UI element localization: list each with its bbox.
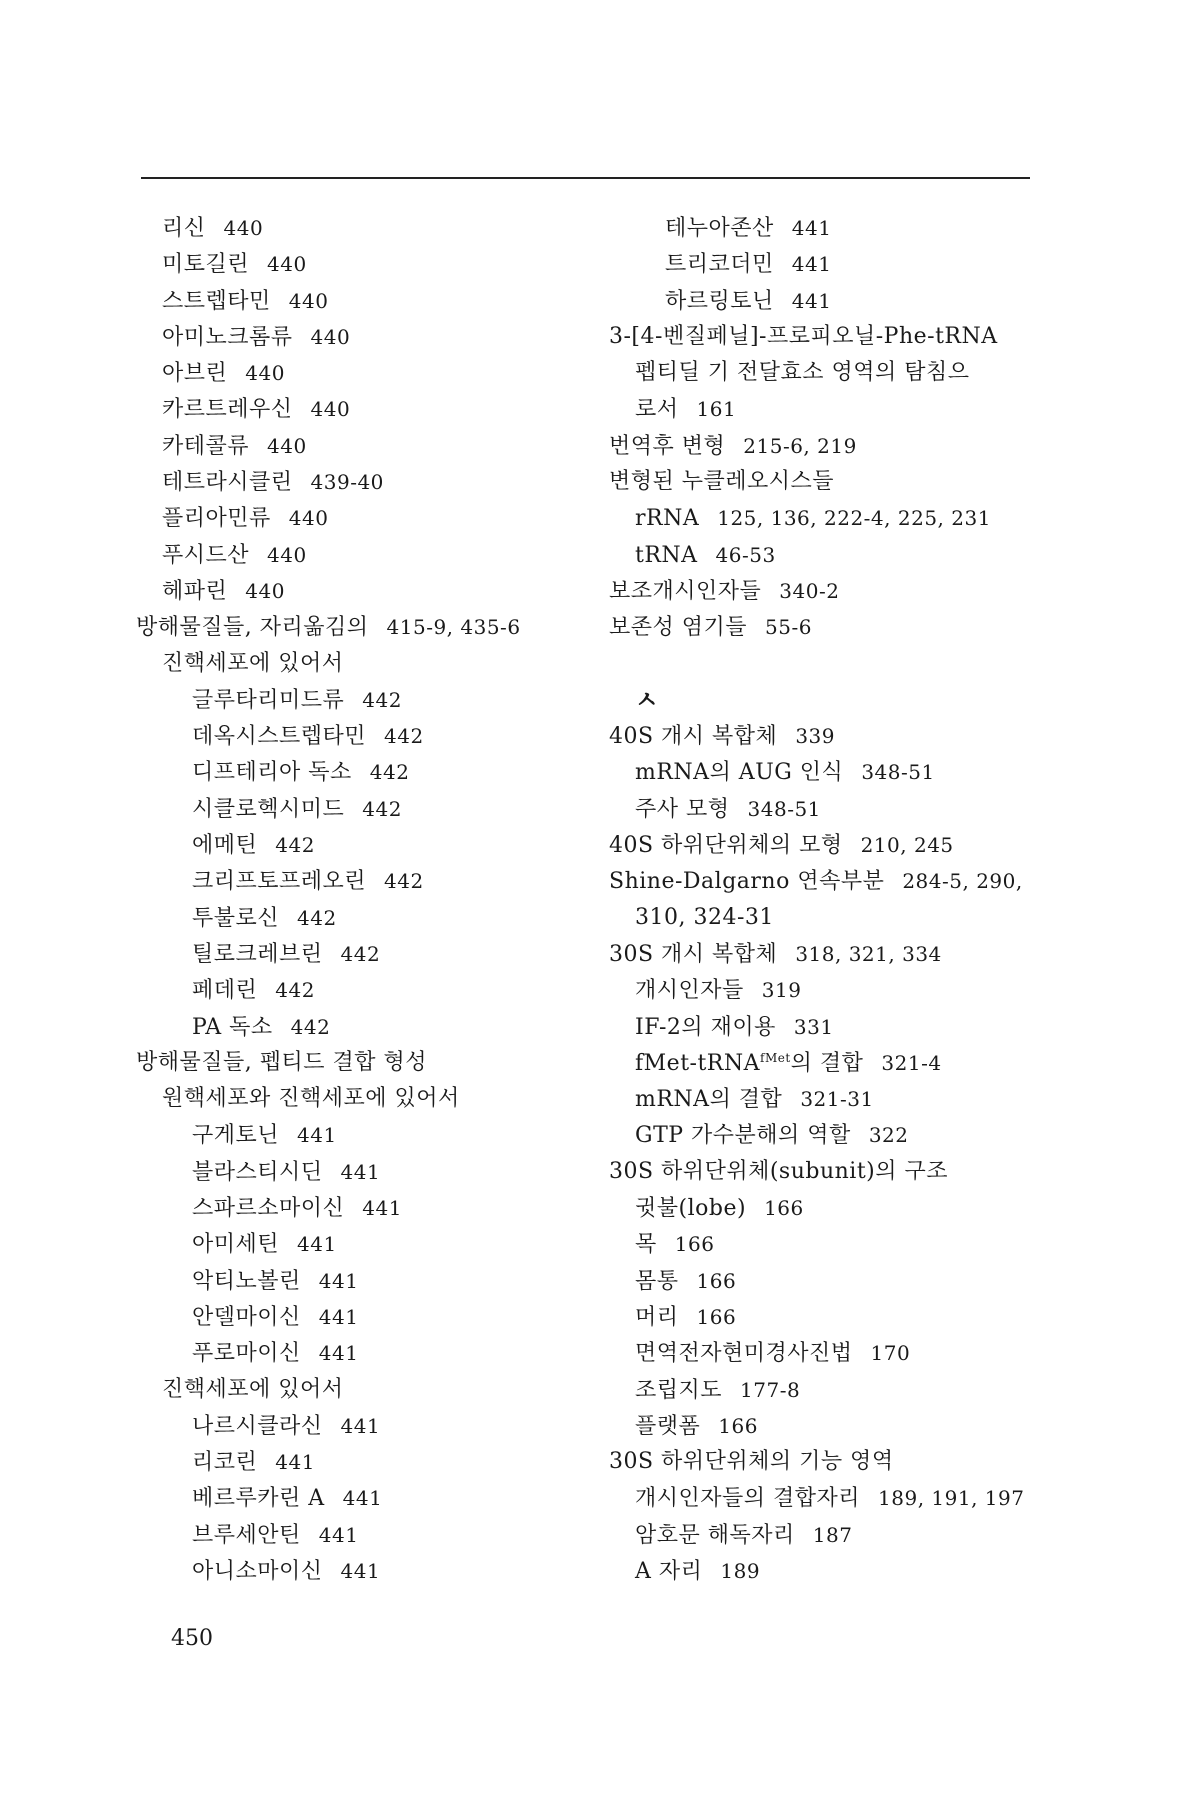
- index-entry: [136, 1045, 556, 1081]
- index-term: 리신: [162, 216, 206, 241]
- index-term: 데옥시스트렙타민: [192, 724, 367, 750]
- index-page-ref: 166: [696, 1304, 737, 1329]
- index-left-column: [136, 210, 556, 1589]
- index-entry: [136, 1408, 556, 1444]
- index-page-ref: 441: [297, 1232, 337, 1257]
- index-term: 개시인자들의 결합자리: [635, 1486, 861, 1512]
- index-term: 진핵세포에 있어서: [162, 1376, 344, 1402]
- index-page-ref: 440: [267, 433, 307, 458]
- index-page-ref: 440: [245, 361, 285, 386]
- index-entry: [609, 646, 1049, 682]
- index-page-ref: 440: [223, 216, 264, 240]
- index-page-ref: 441: [318, 1304, 359, 1329]
- index-term: 미토길린: [162, 252, 250, 278]
- index-term: 하르링토닌: [665, 288, 774, 314]
- index-page-ref: 442: [369, 760, 410, 785]
- index-page-ref: 440: [267, 542, 307, 567]
- index-entry: [136, 1081, 556, 1117]
- index-term: 30S 개시 복합체: [609, 941, 778, 967]
- index-entry: [136, 319, 556, 355]
- index-page-ref: 441: [791, 252, 832, 277]
- index-page-ref: 440: [310, 324, 351, 349]
- index-entry: [136, 1190, 556, 1226]
- index-entry: [609, 1009, 1049, 1045]
- index-entry: [136, 355, 556, 391]
- index-page-ref: 284-5, 290,: [902, 869, 1023, 894]
- index-page-ref: 321-31: [800, 1087, 874, 1112]
- index-entry: [609, 1226, 1049, 1262]
- index-term: 펩티딜 기 전달효소 영역의 탐침으: [635, 360, 970, 386]
- index-entry: [136, 428, 556, 464]
- index-page-ref: 441: [318, 1268, 359, 1293]
- index-page-ref: 441: [362, 1196, 402, 1221]
- index-term: 나르시클라신: [192, 1413, 323, 1439]
- index-term: 보존성 염기들: [609, 615, 748, 641]
- index-entry: [136, 646, 556, 682]
- page-number: 450: [171, 1626, 213, 1651]
- index-term: 로서: [635, 397, 679, 423]
- index-page-ref: 177-8: [740, 1377, 801, 1402]
- index-entry: [136, 1335, 556, 1371]
- index-entry: [609, 863, 1049, 899]
- index-term: 카르트레우신: [162, 397, 293, 423]
- index-entry: [136, 1444, 556, 1480]
- index-term: 아니소마이신: [192, 1558, 323, 1584]
- index-term: 틸로크레브린: [192, 941, 323, 967]
- index-term-superscript: fMet: [760, 1050, 791, 1065]
- index-page-ref: 166: [764, 1196, 804, 1221]
- index-entry: [136, 682, 556, 718]
- index-entry: [136, 791, 556, 827]
- index-page-ref: 331: [793, 1014, 834, 1039]
- index-page-ref: 441: [297, 1123, 337, 1148]
- index-term: 디프테리아 독소: [192, 760, 352, 786]
- index-entry: [609, 718, 1049, 754]
- index-page-ref: 415-9, 435-6: [386, 615, 521, 640]
- index-term: 개시인자들: [635, 978, 744, 1004]
- index-term: 아미노크롬류: [162, 324, 293, 350]
- index-term: 30S 하위단위체의 기능 영역: [609, 1449, 894, 1475]
- index-page-ref: 441: [318, 1341, 359, 1366]
- index-term: 브루세안틴: [192, 1522, 301, 1548]
- index-term: GTP 가수분해의 역할: [635, 1123, 851, 1149]
- index-entry: [136, 972, 556, 1008]
- index-entry: [136, 537, 556, 573]
- index-entry: [136, 464, 556, 500]
- index-term: 40S 개시 복합체: [609, 724, 778, 750]
- index-page-ref: 439-40: [310, 470, 384, 495]
- index-page-ref: 161: [696, 397, 737, 422]
- index-term: 면역전자현미경사진법: [635, 1341, 853, 1367]
- index-entry: [136, 1372, 556, 1408]
- index-term: 40S 하위단위체의 모형: [609, 833, 843, 859]
- index-term: 보조개시인자들: [609, 578, 762, 604]
- index-page-ref: 440: [267, 252, 307, 277]
- index-entry: [609, 1408, 1049, 1444]
- index-entry: [609, 573, 1049, 609]
- index-term: 주사 모형: [635, 796, 730, 822]
- index-entry: [609, 1444, 1049, 1480]
- index-term: 3-[4-벤질페닐]-프로피오닐-Phe-tRNA: [609, 323, 998, 349]
- index-term: 구게토닌: [192, 1123, 280, 1149]
- index-entry: [609, 1372, 1049, 1408]
- index-entry: [609, 210, 1049, 246]
- index-term: 크리프토프레오린: [192, 869, 367, 895]
- index-right-column: [609, 210, 1049, 1589]
- index-entry: [609, 428, 1049, 464]
- index-entry: [609, 1081, 1049, 1117]
- index-term: 테트라시클린: [162, 470, 293, 496]
- index-entry: [609, 754, 1049, 790]
- index-page-ref: 442: [290, 1014, 331, 1039]
- index-term: 원핵세포와 진핵세포에 있어서: [162, 1086, 460, 1112]
- index-page-ref: 442: [362, 796, 402, 821]
- index-page-ref: 318, 321, 334: [795, 941, 942, 966]
- index-term: 시클로헥시미드: [192, 796, 345, 822]
- index-entry: [609, 1154, 1049, 1190]
- index-term: 스트렙타민: [162, 288, 271, 314]
- index-entry: [609, 246, 1049, 282]
- index-term: 번역후 변형: [609, 433, 726, 459]
- index-page-ref: 441: [340, 1558, 381, 1583]
- index-term: 악티노볼린: [192, 1268, 301, 1294]
- index-term: ㅅ: [635, 684, 659, 714]
- index-page-ref: 189, 191, 197: [878, 1486, 1025, 1511]
- index-entry: [609, 936, 1049, 972]
- index-page-ref: 442: [275, 833, 315, 858]
- index-entry: [609, 791, 1049, 827]
- index-page-ref: 189: [720, 1558, 761, 1583]
- index-term: 몸통: [635, 1268, 679, 1294]
- index-page-ref: 441: [340, 1159, 381, 1184]
- index-entry: [136, 210, 556, 246]
- index-term: mRNA의 결합: [635, 1087, 783, 1113]
- index-entry: [136, 500, 556, 536]
- index-page-ref: 55-6: [765, 615, 812, 640]
- index-entry: [609, 827, 1049, 863]
- index-page-ref: 210, 245: [860, 833, 954, 858]
- index-entry: [609, 1480, 1049, 1516]
- index-page-ref: 440: [245, 578, 285, 603]
- index-term: 베르루카린 A: [192, 1486, 325, 1512]
- index-page-ref: 340-2: [779, 578, 840, 603]
- index-entry: [609, 1553, 1049, 1589]
- index-entry: [609, 1045, 1049, 1081]
- index-term: 변형된 누클레오시스들: [609, 469, 835, 495]
- index-term: 푸시드산: [162, 542, 250, 568]
- index-entry: [609, 1299, 1049, 1335]
- index-entry: [609, 464, 1049, 500]
- index-page-ref: 170: [870, 1341, 911, 1366]
- index-entry: [609, 391, 1049, 427]
- index-entry: [136, 391, 556, 427]
- index-page-ref: 441: [340, 1413, 381, 1438]
- index-term: 페데린: [192, 978, 258, 1004]
- index-page-ref: 166: [718, 1413, 758, 1438]
- index-page-ref: 441: [318, 1522, 359, 1547]
- index-page-ref: 442: [297, 905, 337, 930]
- index-term: 안델마이신: [192, 1304, 301, 1330]
- index-term: 조립지도: [635, 1377, 723, 1403]
- index-term-tail: 의 결합: [790, 1050, 864, 1076]
- index-term: 카테콜류: [162, 433, 250, 459]
- index-page-ref: 442: [384, 869, 424, 894]
- index-entry: [136, 573, 556, 609]
- index-entry: [609, 500, 1049, 536]
- index-entry: [609, 1117, 1049, 1153]
- index-entry: [609, 972, 1049, 1008]
- index-term: 푸로마이신: [192, 1341, 301, 1367]
- index-page-ref: 441: [791, 216, 832, 240]
- index-entry: [136, 1263, 556, 1299]
- index-entry: [609, 355, 1049, 391]
- index-term: 진핵세포에 있어서: [162, 650, 344, 676]
- index-page-ref: 441: [791, 288, 832, 313]
- index-term: 헤파린: [162, 578, 228, 604]
- index-entry: [136, 718, 556, 754]
- index-term: PA 독소: [192, 1014, 273, 1040]
- index-term: 플리아민류: [162, 506, 271, 532]
- index-page-ref: 321-4: [881, 1050, 942, 1075]
- index-page-ref: 166: [674, 1232, 715, 1257]
- index-term: 310, 324-31: [635, 904, 774, 930]
- index-page-ref: 441: [275, 1450, 315, 1475]
- index-term: 암호문 해독자리: [635, 1522, 795, 1548]
- index-entry: [609, 1263, 1049, 1299]
- index-entry: [136, 1553, 556, 1589]
- index-page-ref: 46-53: [715, 542, 776, 567]
- index-term: 방해물질들, 펩티드 결합 형성: [136, 1049, 427, 1075]
- index-entry: [609, 1517, 1049, 1553]
- index-entry: [136, 283, 556, 319]
- index-entry: [136, 863, 556, 899]
- index-entry: [136, 609, 556, 645]
- index-term: 아브린: [162, 361, 228, 387]
- index-entry: [136, 1226, 556, 1262]
- index-term: 귓불(lobe): [635, 1196, 747, 1222]
- index-page-ref: 348-51: [861, 760, 935, 785]
- index-term: Shine-Dalgarno 연속부분: [609, 869, 885, 895]
- index-page-ref: 319: [761, 978, 802, 1003]
- index-page-ref: 442: [275, 978, 315, 1003]
- index-term: 목: [635, 1232, 657, 1258]
- index-term: 트리코더민: [665, 252, 774, 278]
- index-entry: [136, 1009, 556, 1045]
- index-term: 테누아존산: [665, 216, 774, 241]
- index-term: 머리: [635, 1304, 679, 1330]
- index-term: 투불로신: [192, 905, 280, 931]
- index-term: 블라스티시딘: [192, 1159, 323, 1185]
- index-term: mRNA의 AUG 인식: [635, 760, 844, 786]
- index-entry: [609, 283, 1049, 319]
- index-entry: [136, 1117, 556, 1153]
- index-entry: [136, 1154, 556, 1190]
- index-page-ref: 125, 136, 222-4, 225, 231: [717, 506, 991, 531]
- index-term: tRNA: [635, 542, 698, 568]
- index-term: 방해물질들, 자리옮김의: [136, 615, 369, 641]
- index-entry: [136, 246, 556, 282]
- index-entry: [609, 537, 1049, 573]
- index-page-ref: 442: [340, 941, 381, 966]
- index-term: 아미세틴: [192, 1232, 280, 1258]
- index-term: 플랫폼: [635, 1413, 701, 1439]
- index-term: fMet-tRNA$^{fMet}$의 결합: [635, 1050, 864, 1076]
- index-page-ref: 339: [795, 724, 835, 749]
- index-entry: [609, 1335, 1049, 1371]
- index-entry: [136, 827, 556, 863]
- index-page-ref: 215-6, 219: [743, 433, 857, 458]
- index-page-ref: 440: [288, 506, 329, 531]
- index-page-ref: 166: [696, 1268, 737, 1293]
- index-entry: [136, 936, 556, 972]
- index-term: 30S 하위단위체(subunit)의 구조: [609, 1158, 948, 1184]
- index-page-ref: 442: [362, 687, 402, 712]
- index-page-ref: 322: [868, 1123, 909, 1148]
- index-entry: [136, 1480, 556, 1516]
- index-entry: [609, 900, 1049, 936]
- index-term: IF-2의 재이용: [635, 1014, 776, 1040]
- index-page-ref: 441: [342, 1486, 383, 1511]
- index-term: 에메틴: [192, 833, 258, 859]
- index-entry: [609, 319, 1049, 355]
- header-rule: [141, 177, 1030, 179]
- index-term: 글루타리미드류: [192, 687, 345, 713]
- index-term: 스파르소마이신: [192, 1196, 345, 1222]
- index-page-ref: 440: [310, 397, 351, 422]
- index-entry: [609, 1190, 1049, 1226]
- index-entry: [136, 900, 556, 936]
- index-page-ref: 348-51: [747, 796, 821, 821]
- index-entry: [136, 1517, 556, 1553]
- index-entry: [609, 609, 1049, 645]
- index-section-heading: [609, 682, 1049, 718]
- index-term: A 자리: [635, 1558, 703, 1584]
- index-page-ref: 440: [288, 288, 329, 313]
- index-entry: [136, 1299, 556, 1335]
- index-page-ref: 442: [384, 724, 424, 749]
- index-page-ref: 187: [812, 1522, 853, 1547]
- index-entry: [136, 754, 556, 790]
- index-term: 리코린: [192, 1450, 258, 1476]
- index-term: rRNA: [635, 506, 700, 532]
